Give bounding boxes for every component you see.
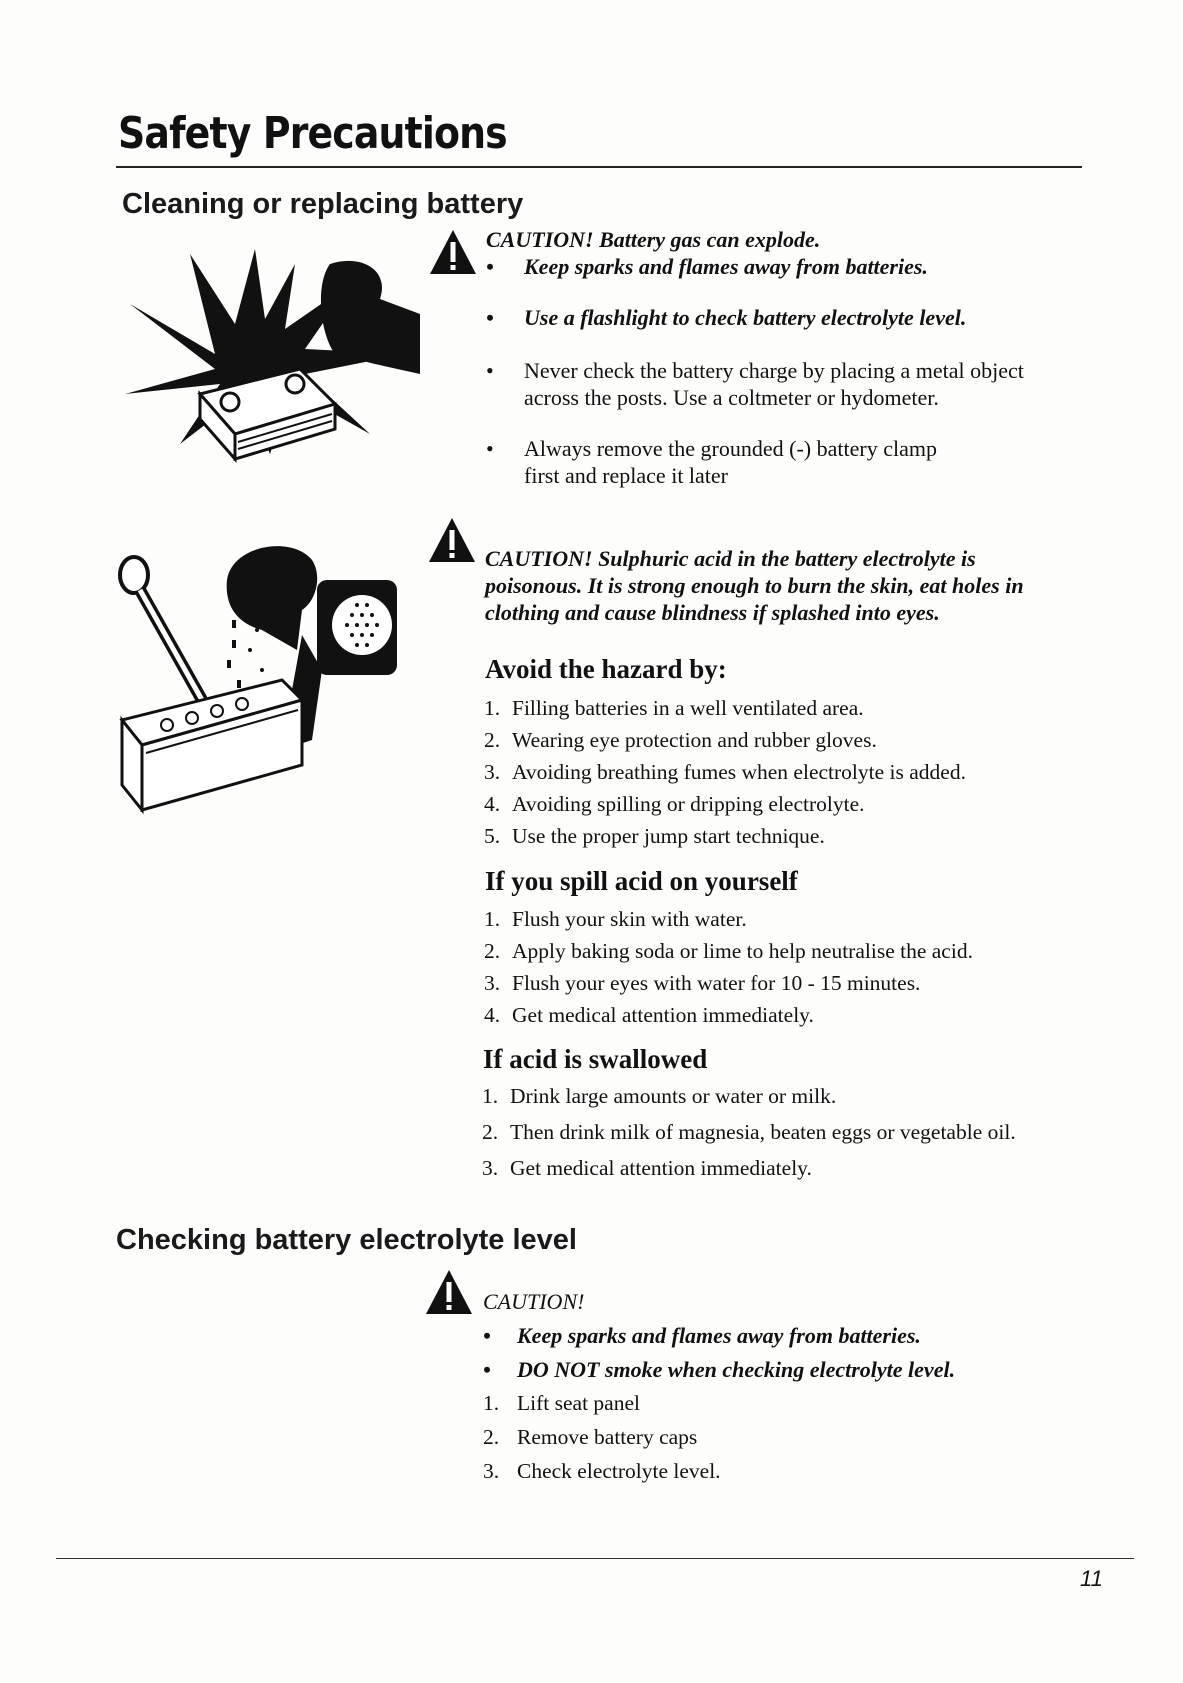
list-item: • Never check the battery charge by placing a metal object across the posts. Use a coltmeter or hydometer. bbox=[486, 358, 1024, 410]
warning-triangle-icon bbox=[424, 1268, 474, 1316]
acid-swallowed-heading: If acid is swallowed bbox=[483, 1044, 708, 1074]
list-item: 1. Filling batteries in a well ventilated area. bbox=[484, 696, 864, 720]
spill-acid-list bbox=[484, 906, 1084, 1029]
list-item: 4. Get medical attention immediately. bbox=[484, 1003, 814, 1027]
section-title-checking: Checking battery electrolyte level bbox=[116, 1224, 577, 1256]
caution-sulphuric-acid: CAUTION! Sulphuric acid in the battery electrolyte is poisonous. It is strong enough to burn the skin, eat holes in clothing and cause blindness if splashed into eyes. bbox=[485, 546, 1024, 625]
list-item: 3. Get medical attention immediately. bbox=[482, 1156, 812, 1180]
spill-acid-heading: If you spill acid on yourself bbox=[485, 866, 798, 896]
list-item: 1. Drink large amounts or water or milk. bbox=[482, 1084, 837, 1108]
title-rule bbox=[116, 166, 1082, 168]
list-item: • Keep sparks and flames away from batteries. bbox=[486, 254, 928, 279]
list-item: 5. Use the proper jump start technique. bbox=[484, 824, 825, 848]
list-item: 2. Remove battery caps bbox=[483, 1425, 698, 1449]
footer-rule bbox=[56, 1558, 1134, 1559]
list-item: 3. Avoiding breathing fumes when electrolyte is added. bbox=[484, 760, 966, 784]
caution-battery-gas: CAUTION! Battery gas can explode. bbox=[486, 227, 821, 252]
list-item: • Use a flashlight to check battery electrolyte level. bbox=[486, 305, 967, 330]
list-item: 3. Check electrolyte level. bbox=[483, 1459, 721, 1483]
warning-triangle-icon bbox=[427, 516, 477, 564]
caution1-bullets bbox=[486, 253, 1076, 489]
list-item: 4. Avoiding spilling or dripping electrolyte. bbox=[484, 792, 865, 816]
list-item: 3. Flush your eyes with water for 10 - 15 minutes. bbox=[484, 971, 921, 995]
list-item: 2. Apply baking soda or lime to help neutralise the acid. bbox=[484, 939, 973, 963]
avoid-hazard-heading: Avoid the hazard by: bbox=[485, 654, 727, 684]
list-item: 2. Then drink milk of magnesia, beaten eggs or vegetable oil. bbox=[482, 1120, 1016, 1144]
page-title: Safety Precautions bbox=[118, 108, 507, 159]
list-item: 2. Wearing eye protection and rubber gloves. bbox=[484, 728, 877, 752]
page-number: 11 bbox=[1080, 1566, 1103, 1591]
avoid-hazard-list bbox=[484, 695, 1084, 850]
list-item: 1. Lift seat panel bbox=[483, 1391, 640, 1415]
warning-triangle-icon bbox=[428, 228, 478, 276]
list-item: • Keep sparks and flames away from batteries. bbox=[483, 1323, 921, 1348]
caution3-list bbox=[483, 1322, 1083, 1485]
list-item: 1. Flush your skin with water. bbox=[484, 907, 747, 931]
list-item: • DO NOT smoke when checking electrolyte level. bbox=[483, 1357, 956, 1382]
acid-swallowed-list bbox=[482, 1083, 1082, 1182]
battery-hydrometer-illustration bbox=[112, 540, 422, 860]
section-title-cleaning: Cleaning or replacing battery bbox=[122, 188, 524, 220]
caution3-heading: CAUTION! bbox=[483, 1289, 585, 1314]
list-item: • Always remove the grounded (-) battery clamp first and replace it later bbox=[486, 436, 937, 488]
battery-explosion-illustration bbox=[120, 244, 420, 464]
